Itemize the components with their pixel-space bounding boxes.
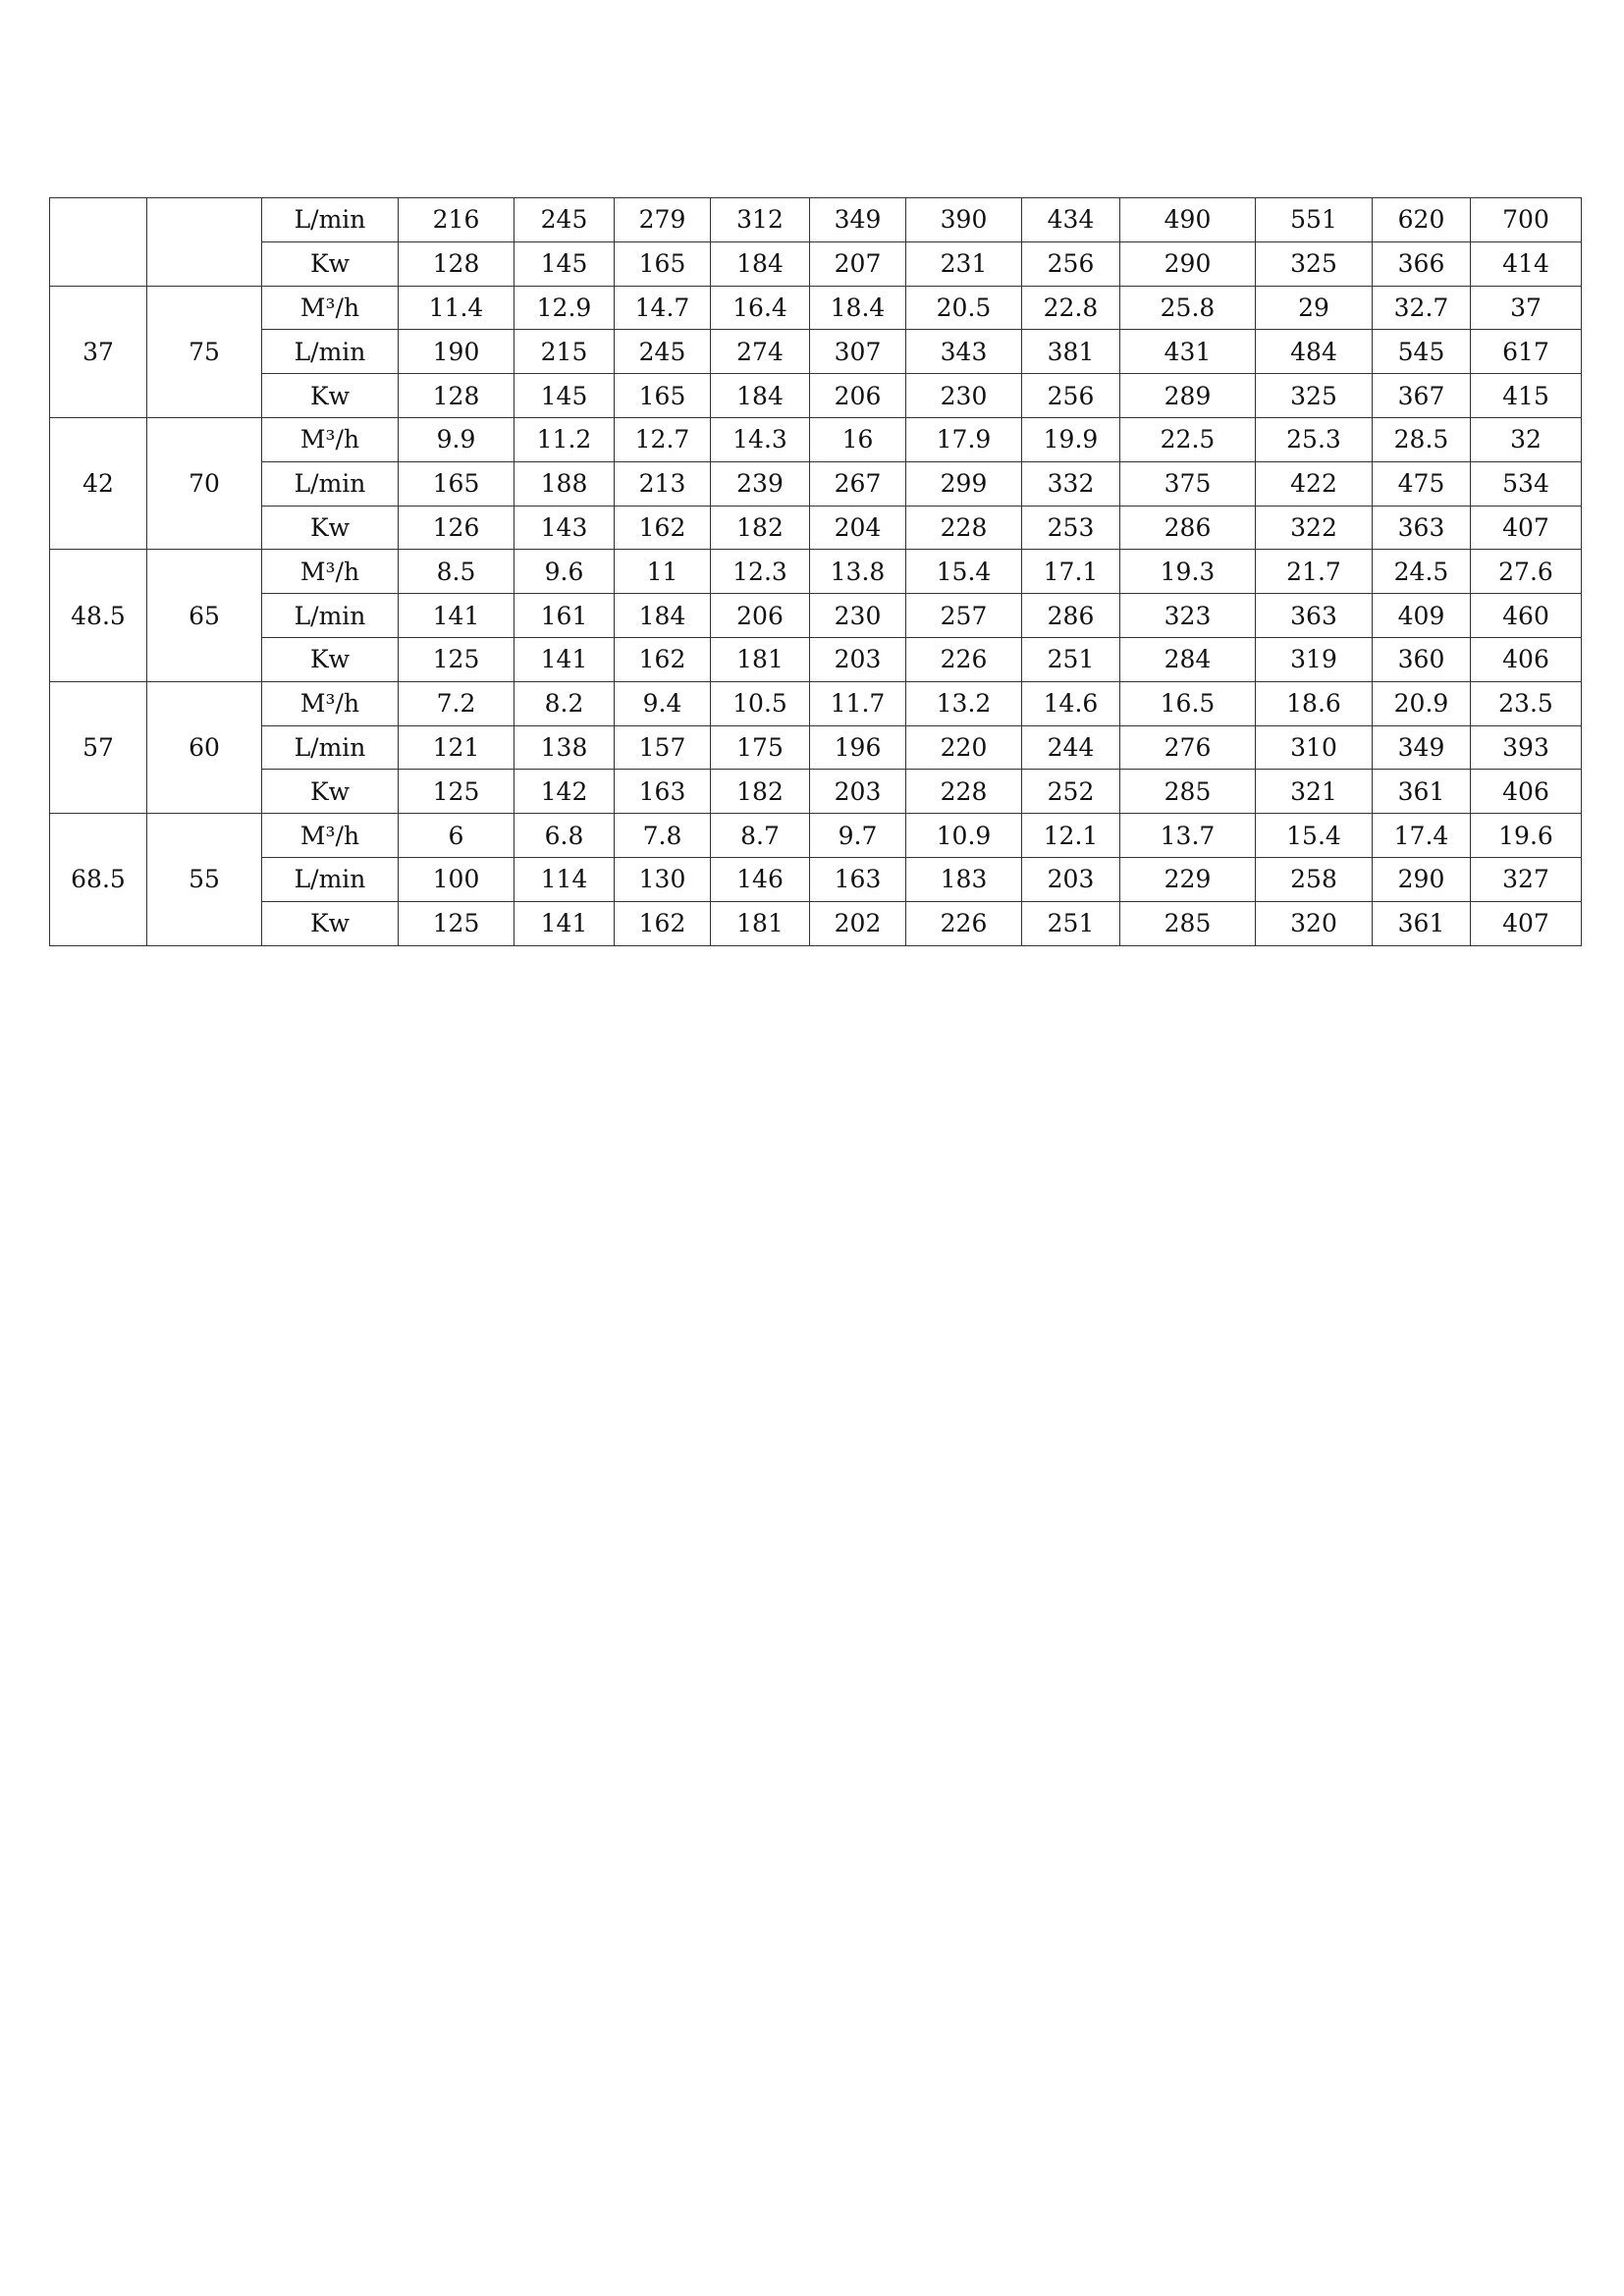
value-cell: 231	[906, 241, 1022, 286]
value-cell: 128	[399, 241, 514, 286]
value-cell: 361	[1373, 901, 1471, 945]
value-cell: 11.2	[514, 417, 615, 461]
value-cell: 475	[1373, 461, 1471, 506]
value-cell: 19.9	[1022, 417, 1120, 461]
value-cell: 114	[514, 857, 615, 901]
value-cell: 700	[1471, 198, 1582, 242]
value-cell: 216	[399, 198, 514, 242]
value-cell: 7.8	[615, 814, 711, 858]
empty-cell-a	[50, 198, 147, 287]
unit-cell: Kw	[262, 770, 399, 814]
unit-cell: L/min	[262, 461, 399, 506]
value-cell: 366	[1373, 241, 1471, 286]
table-row	[50, 417, 1582, 461]
value-cell: 181	[711, 901, 810, 945]
value-cell: 307	[810, 330, 906, 374]
value-cell: 320	[1256, 901, 1373, 945]
table-row	[50, 594, 1582, 638]
value-cell: 431	[1120, 330, 1256, 374]
unit-cell: L/min	[262, 198, 399, 242]
value-cell: 130	[615, 857, 711, 901]
group-col-b-cell: 60	[147, 681, 262, 813]
unit-cell: M³/h	[262, 681, 399, 725]
value-cell: 19.3	[1120, 550, 1256, 594]
table-body	[50, 198, 1582, 946]
value-cell: 343	[906, 330, 1022, 374]
value-cell: 363	[1373, 506, 1471, 550]
value-cell: 15.4	[906, 550, 1022, 594]
value-cell: 206	[810, 374, 906, 418]
value-cell: 175	[711, 725, 810, 770]
unit-cell: L/min	[262, 725, 399, 770]
group-col-a-cell: 68.5	[50, 814, 147, 945]
value-cell: 37	[1471, 286, 1582, 330]
value-cell: 310	[1256, 725, 1373, 770]
table-row	[50, 637, 1582, 681]
table-row	[50, 286, 1582, 330]
value-cell: 245	[514, 198, 615, 242]
value-cell: 12.9	[514, 286, 615, 330]
table-row	[50, 814, 1582, 858]
unit-cell: Kw	[262, 506, 399, 550]
value-cell: 165	[399, 461, 514, 506]
value-cell: 244	[1022, 725, 1120, 770]
value-cell: 21.7	[1256, 550, 1373, 594]
value-cell: 407	[1471, 506, 1582, 550]
table-row	[50, 550, 1582, 594]
value-cell: 252	[1022, 770, 1120, 814]
group-col-b-cell: 75	[147, 286, 262, 417]
value-cell: 100	[399, 857, 514, 901]
value-cell: 11	[615, 550, 711, 594]
value-cell: 12.1	[1022, 814, 1120, 858]
value-cell: 319	[1256, 637, 1373, 681]
value-cell: 367	[1373, 374, 1471, 418]
unit-cell: Kw	[262, 637, 399, 681]
value-cell: 207	[810, 241, 906, 286]
value-cell: 190	[399, 330, 514, 374]
value-cell: 239	[711, 461, 810, 506]
value-cell: 183	[906, 857, 1022, 901]
value-cell: 165	[615, 374, 711, 418]
value-cell: 286	[1120, 506, 1256, 550]
value-cell: 142	[514, 770, 615, 814]
value-cell: 213	[615, 461, 711, 506]
value-cell: 12.7	[615, 417, 711, 461]
performance-table	[49, 197, 1582, 946]
value-cell: 15.4	[1256, 814, 1373, 858]
value-cell: 9.4	[615, 681, 711, 725]
value-cell: 230	[810, 594, 906, 638]
value-cell: 534	[1471, 461, 1582, 506]
value-cell: 8.5	[399, 550, 514, 594]
value-cell: 551	[1256, 198, 1373, 242]
value-cell: 289	[1120, 374, 1256, 418]
value-cell: 325	[1256, 241, 1373, 286]
value-cell: 11.7	[810, 681, 906, 725]
value-cell: 245	[615, 330, 711, 374]
value-cell: 165	[615, 241, 711, 286]
value-cell: 286	[1022, 594, 1120, 638]
value-cell: 406	[1471, 637, 1582, 681]
group-col-b-cell: 65	[147, 550, 262, 681]
value-cell: 141	[514, 901, 615, 945]
value-cell: 22.5	[1120, 417, 1256, 461]
value-cell: 617	[1471, 330, 1582, 374]
value-cell: 390	[906, 198, 1022, 242]
value-cell: 490	[1120, 198, 1256, 242]
empty-cell-b	[147, 198, 262, 287]
unit-cell: M³/h	[262, 286, 399, 330]
value-cell: 9.6	[514, 550, 615, 594]
table-row	[50, 770, 1582, 814]
value-cell: 204	[810, 506, 906, 550]
value-cell: 19.6	[1471, 814, 1582, 858]
value-cell: 25.8	[1120, 286, 1256, 330]
unit-cell: L/min	[262, 857, 399, 901]
table-row	[50, 901, 1582, 945]
group-col-a-cell: 37	[50, 286, 147, 417]
value-cell: 375	[1120, 461, 1256, 506]
value-cell: 13.2	[906, 681, 1022, 725]
value-cell: 163	[615, 770, 711, 814]
value-cell: 126	[399, 506, 514, 550]
value-cell: 14.3	[711, 417, 810, 461]
value-cell: 422	[1256, 461, 1373, 506]
value-cell: 121	[399, 725, 514, 770]
value-cell: 407	[1471, 901, 1582, 945]
value-cell: 285	[1120, 770, 1256, 814]
value-cell: 325	[1256, 374, 1373, 418]
unit-cell: M³/h	[262, 814, 399, 858]
value-cell: 20.9	[1373, 681, 1471, 725]
value-cell: 138	[514, 725, 615, 770]
value-cell: 6	[399, 814, 514, 858]
value-cell: 434	[1022, 198, 1120, 242]
value-cell: 545	[1373, 330, 1471, 374]
table-row	[50, 681, 1582, 725]
value-cell: 484	[1256, 330, 1373, 374]
value-cell: 145	[514, 374, 615, 418]
value-cell: 182	[711, 770, 810, 814]
value-cell: 125	[399, 770, 514, 814]
value-cell: 145	[514, 241, 615, 286]
value-cell: 251	[1022, 901, 1120, 945]
value-cell: 203	[1022, 857, 1120, 901]
table-row	[50, 506, 1582, 550]
value-cell: 141	[514, 637, 615, 681]
value-cell: 229	[1120, 857, 1256, 901]
value-cell: 279	[615, 198, 711, 242]
value-cell: 349	[1373, 725, 1471, 770]
value-cell: 143	[514, 506, 615, 550]
value-cell: 290	[1120, 241, 1256, 286]
value-cell: 9.9	[399, 417, 514, 461]
value-cell: 17.9	[906, 417, 1022, 461]
value-cell: 22.8	[1022, 286, 1120, 330]
value-cell: 251	[1022, 637, 1120, 681]
value-cell: 620	[1373, 198, 1471, 242]
value-cell: 13.7	[1120, 814, 1256, 858]
table-row	[50, 461, 1582, 506]
value-cell: 11.4	[399, 286, 514, 330]
value-cell: 188	[514, 461, 615, 506]
value-cell: 414	[1471, 241, 1582, 286]
value-cell: 10.9	[906, 814, 1022, 858]
value-cell: 202	[810, 901, 906, 945]
value-cell: 146	[711, 857, 810, 901]
table-row	[50, 725, 1582, 770]
group-col-a-cell: 48.5	[50, 550, 147, 681]
table-row	[50, 857, 1582, 901]
value-cell: 14.6	[1022, 681, 1120, 725]
value-cell: 393	[1471, 725, 1582, 770]
value-cell: 32.7	[1373, 286, 1471, 330]
value-cell: 363	[1256, 594, 1373, 638]
value-cell: 361	[1373, 770, 1471, 814]
unit-cell: M³/h	[262, 417, 399, 461]
value-cell: 323	[1120, 594, 1256, 638]
value-cell: 125	[399, 901, 514, 945]
group-col-a-cell: 57	[50, 681, 147, 813]
value-cell: 16	[810, 417, 906, 461]
value-cell: 285	[1120, 901, 1256, 945]
value-cell: 257	[906, 594, 1022, 638]
value-cell: 267	[810, 461, 906, 506]
value-cell: 32	[1471, 417, 1582, 461]
value-cell: 162	[615, 506, 711, 550]
value-cell: 23.5	[1471, 681, 1582, 725]
value-cell: 182	[711, 506, 810, 550]
value-cell: 13.8	[810, 550, 906, 594]
value-cell: 409	[1373, 594, 1471, 638]
value-cell: 17.1	[1022, 550, 1120, 594]
value-cell: 276	[1120, 725, 1256, 770]
table-row	[50, 198, 1582, 242]
value-cell: 299	[906, 461, 1022, 506]
value-cell: 215	[514, 330, 615, 374]
value-cell: 157	[615, 725, 711, 770]
unit-cell: Kw	[262, 901, 399, 945]
value-cell: 162	[615, 901, 711, 945]
value-cell: 8.2	[514, 681, 615, 725]
value-cell: 161	[514, 594, 615, 638]
value-cell: 226	[906, 637, 1022, 681]
table-row	[50, 374, 1582, 418]
value-cell: 290	[1373, 857, 1471, 901]
value-cell: 125	[399, 637, 514, 681]
value-cell: 8.7	[711, 814, 810, 858]
value-cell: 25.3	[1256, 417, 1373, 461]
value-cell: 203	[810, 770, 906, 814]
value-cell: 274	[711, 330, 810, 374]
value-cell: 226	[906, 901, 1022, 945]
value-cell: 206	[711, 594, 810, 638]
value-cell: 18.4	[810, 286, 906, 330]
value-cell: 128	[399, 374, 514, 418]
value-cell: 184	[711, 374, 810, 418]
unit-cell: Kw	[262, 241, 399, 286]
value-cell: 349	[810, 198, 906, 242]
value-cell: 322	[1256, 506, 1373, 550]
value-cell: 196	[810, 725, 906, 770]
unit-cell: L/min	[262, 330, 399, 374]
value-cell: 332	[1022, 461, 1120, 506]
value-cell: 141	[399, 594, 514, 638]
value-cell: 220	[906, 725, 1022, 770]
value-cell: 16.5	[1120, 681, 1256, 725]
value-cell: 12.3	[711, 550, 810, 594]
value-cell: 17.4	[1373, 814, 1471, 858]
value-cell: 406	[1471, 770, 1582, 814]
value-cell: 184	[711, 241, 810, 286]
value-cell: 10.5	[711, 681, 810, 725]
table-row	[50, 241, 1582, 286]
value-cell: 228	[906, 506, 1022, 550]
value-cell: 9.7	[810, 814, 906, 858]
value-cell: 381	[1022, 330, 1120, 374]
value-cell: 24.5	[1373, 550, 1471, 594]
value-cell: 6.8	[514, 814, 615, 858]
value-cell: 256	[1022, 241, 1120, 286]
value-cell: 312	[711, 198, 810, 242]
value-cell: 20.5	[906, 286, 1022, 330]
value-cell: 415	[1471, 374, 1582, 418]
value-cell: 327	[1471, 857, 1582, 901]
value-cell: 203	[810, 637, 906, 681]
value-cell: 184	[615, 594, 711, 638]
value-cell: 258	[1256, 857, 1373, 901]
unit-cell: M³/h	[262, 550, 399, 594]
value-cell: 163	[810, 857, 906, 901]
value-cell: 284	[1120, 637, 1256, 681]
value-cell: 14.7	[615, 286, 711, 330]
value-cell: 460	[1471, 594, 1582, 638]
value-cell: 29	[1256, 286, 1373, 330]
value-cell: 181	[711, 637, 810, 681]
unit-cell: Kw	[262, 374, 399, 418]
value-cell: 27.6	[1471, 550, 1582, 594]
group-col-b-cell: 55	[147, 814, 262, 945]
value-cell: 253	[1022, 506, 1120, 550]
group-col-a-cell: 42	[50, 417, 147, 549]
value-cell: 16.4	[711, 286, 810, 330]
group-col-b-cell: 70	[147, 417, 262, 549]
value-cell: 256	[1022, 374, 1120, 418]
value-cell: 360	[1373, 637, 1471, 681]
unit-cell: L/min	[262, 594, 399, 638]
value-cell: 28.5	[1373, 417, 1471, 461]
table-row	[50, 330, 1582, 374]
value-cell: 7.2	[399, 681, 514, 725]
value-cell: 228	[906, 770, 1022, 814]
value-cell: 18.6	[1256, 681, 1373, 725]
value-cell: 321	[1256, 770, 1373, 814]
value-cell: 162	[615, 637, 711, 681]
value-cell: 230	[906, 374, 1022, 418]
